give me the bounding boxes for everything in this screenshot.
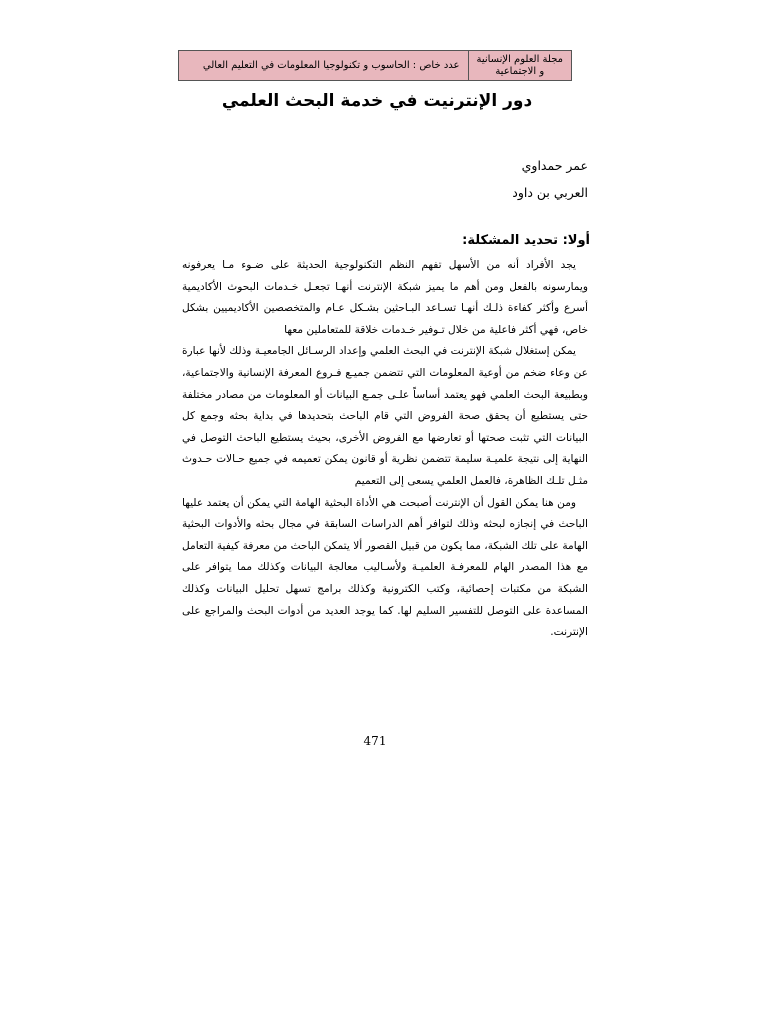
body-text (182, 255, 588, 644)
author-name: العربي بن داود (512, 185, 588, 200)
section-heading: أولا: تحديد المشكلة: (462, 233, 590, 248)
journal-name: مجلة العلوم الإنسانية و الاجتماعية (468, 51, 571, 80)
author-list (512, 152, 588, 206)
journal-header (178, 50, 572, 81)
special-issue-text: عدد خاص : الحاسوب و تكنولوجيا المعلومات في التعليم العالي (202, 59, 460, 71)
special-issue-label (179, 51, 468, 80)
paragraph: يمكن إستغلال شبكة الإنترنت في البحث العلمي وإعداد الرسـائل الجامعيـة وذلك لأنها عبارة عن وعاء ضخم من أوعية المعلومات التي تتضمن جميـع فـروع المعرفة الإنسانية والاجتماعية، وبطبيعة البحث العلمي فهو يعتمد أساساً علـى جمـع البيانات أو المعلومات من مصادر مختلفة حتى يستطيع أن يحقق صحة الفروض التي قام الباحث بتحديدها في بداية بحثه وجمع كل البيانات التي تثبت صحتها أو تعارضها مع الفروض الأخرى، بحيث يستطيع الباحث التوصل في النهاية إلى نتيجة علميـة سليمة تتضمن نظرية أو قانون يمكن تعميمه في جميع حـالات حـدوث مثـل تلـك الظاهرة، فالعمل العلمي يسعى إلى التعميم (182, 345, 588, 487)
paragraph: يجد الأفراد أنه من الأسهل تفهم النظم التكنولوجية الحديثة على ضـوء مـا يعرفونه ويمارسونه بالفعل ومن أهم ما يميز شبكة الإنترنت أنهـا تجعـل خـدمات البحوث الأكاديمية أسرع وأكثر كفاءة ذلـك أنهـا تسـاعد البـاحثين بشـكل عـام والمتخصصين الأكاديميين بشكل خاص، فهي أكثر فاعلية من خلال تـوفير خـدمات خلاقة للمتعاملين معها (182, 259, 588, 336)
article-title: دور الإنترنيت في خدمة البحث العلمي (221, 91, 533, 111)
page-number: 471 (363, 734, 387, 748)
author-name: عمر حمداوي (521, 158, 588, 173)
paragraph: ومن هنا يمكن القول أن الإنترنت أصبحت هي الأداة البحثية الهامة التي يمكن أن يعتمد عليها الباحث في إنجازه لبحثه وذلك لتوافر أهم الدراسات السابقة في مجال بحثه والأدوات البحثية الهامة على تلك الشبكة، مما يكون من قبيل القصور ألا يتمكن الباحث من معرفة كيفية التعامل مع هذا المصدر الهام للمعرفـة العلميـة ولأسـاليب معالجة البيانات وكذلك مما يتوافر على الشبكة من مكتبات إحصائية، وكتب الكترونية وكذلك برامج تسهل تحليل البيانات وكذلك المساعدة على التوصل للتفسير السليم لها. كما يوجد العديد من أدوات البحث والمراجع على الإنترنت. (182, 496, 588, 639)
